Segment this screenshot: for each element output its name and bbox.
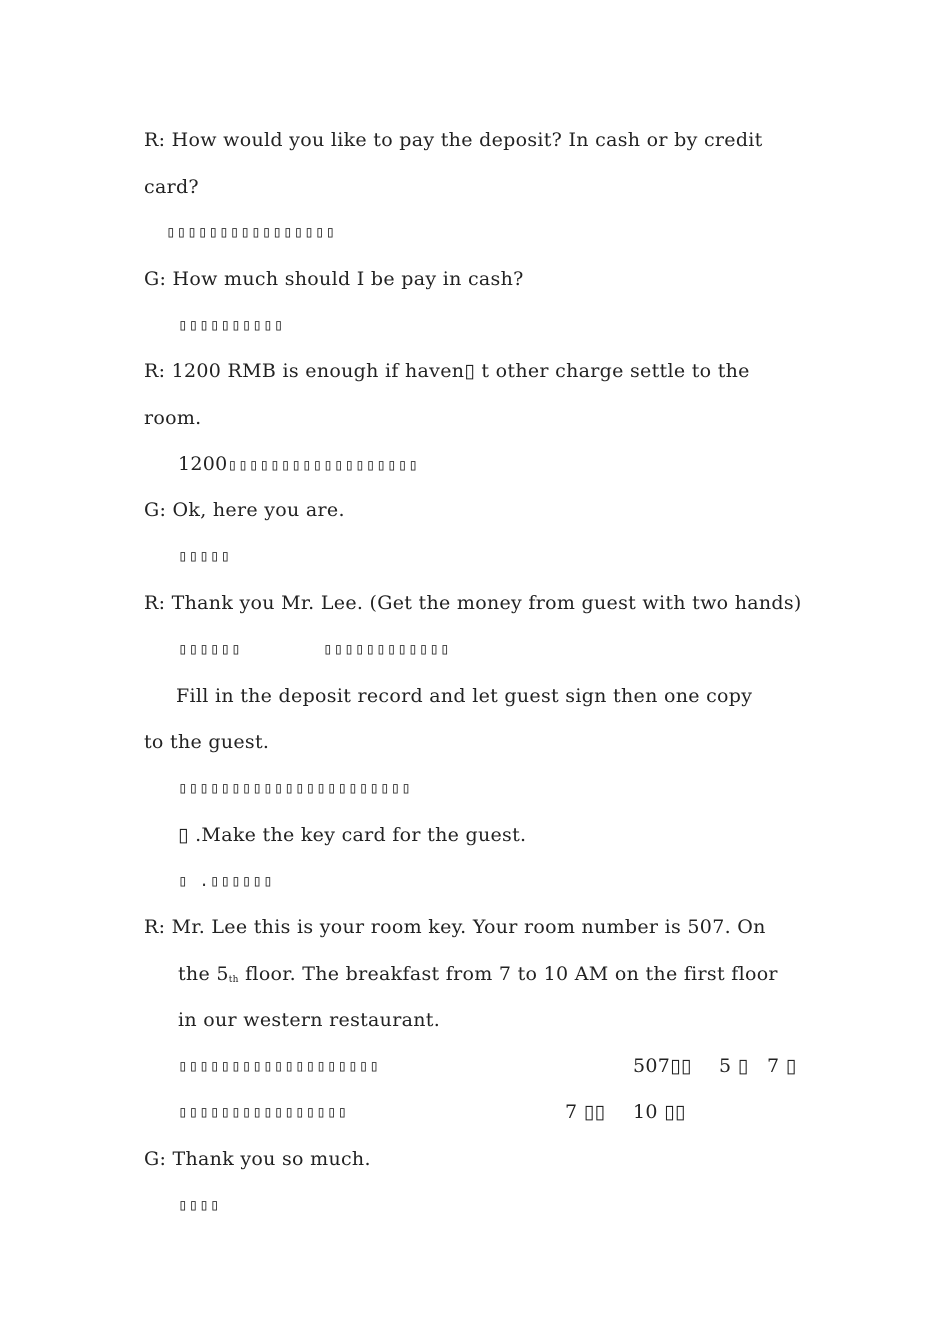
receptionist-line-amount-cont: room.: [144, 407, 202, 429]
receptionist-line-deposit-cont: card?: [144, 176, 199, 198]
step-line: ▯ .Make the key card for the guest.: [178, 824, 527, 846]
translation-line: ▯▯▯▯▯▯▯▯▯▯▯▯: [323, 639, 451, 658]
translation-start-time: 7 ▯▯: [565, 1101, 606, 1123]
translation-line: ▯▯▯▯▯▯▯▯▯▯▯▯▯▯▯▯: [166, 222, 337, 241]
translation-line: ▯▯▯▯▯▯: [178, 639, 242, 658]
translation-text: ▯▯▯▯▯▯▯▯▯▯▯▯▯▯▯▯▯▯: [227, 455, 419, 474]
instruction-line-cont: to the guest.: [144, 731, 270, 753]
receptionist-line-room-key: R: Mr. Lee this is your room key. Your room number is 507. On: [144, 916, 766, 938]
translation-line: ▯▯▯▯: [178, 1195, 221, 1214]
instruction-line: Fill in the deposit record and let guest sign then one copy: [176, 685, 753, 707]
translation-line: ▯▯▯▯▯▯▯▯▯▯▯▯▯▯▯▯▯▯▯: [178, 1056, 381, 1075]
translation-end-time: 10 ▯▯: [633, 1101, 686, 1123]
guest-line-here: G: Ok, here you are.: [144, 499, 345, 521]
receptionist-line-amount: R: 1200 RMB is enough if haven▯ t other charge settle to the: [144, 360, 750, 382]
translation-time: 7 ▯: [767, 1055, 797, 1077]
translation-floor: 5 ▯: [719, 1055, 749, 1077]
receptionist-line-floor: the $5_{th}$ floor. The breakfast from 7 to 10 AM on the first floor: [178, 963, 778, 985]
translation-line: ▯ .▯▯▯▯▯▯: [178, 871, 274, 890]
receptionist-line-deposit: R: How would you like to pay the deposit? In cash or by credit: [144, 129, 763, 151]
guest-line-how-much: G: How much should I be pay in cash?: [144, 268, 524, 290]
receptionist-line-thanks: R: Thank you Mr. Lee. (Get the money from guest with two hands): [144, 592, 802, 614]
translation-line: [178, 452, 419, 477]
translation-room-number: 507▯▯: [633, 1055, 692, 1077]
translation-line: ▯▯▯▯▯▯▯▯▯▯▯▯▯▯▯▯: [178, 1102, 349, 1121]
receptionist-line-restaurant: in our western restaurant.: [178, 1009, 441, 1031]
translation-line: ▯▯▯▯▯: [178, 546, 232, 565]
amount-number: 1200: [178, 453, 228, 475]
translation-line: ▯▯▯▯▯▯▯▯▯▯▯▯▯▯▯▯▯▯▯▯▯▯: [178, 778, 412, 797]
translation-line: ▯▯▯▯▯▯▯▯▯▯: [178, 315, 285, 334]
guest-line-thank-you: G: Thank you so much.: [144, 1148, 371, 1170]
